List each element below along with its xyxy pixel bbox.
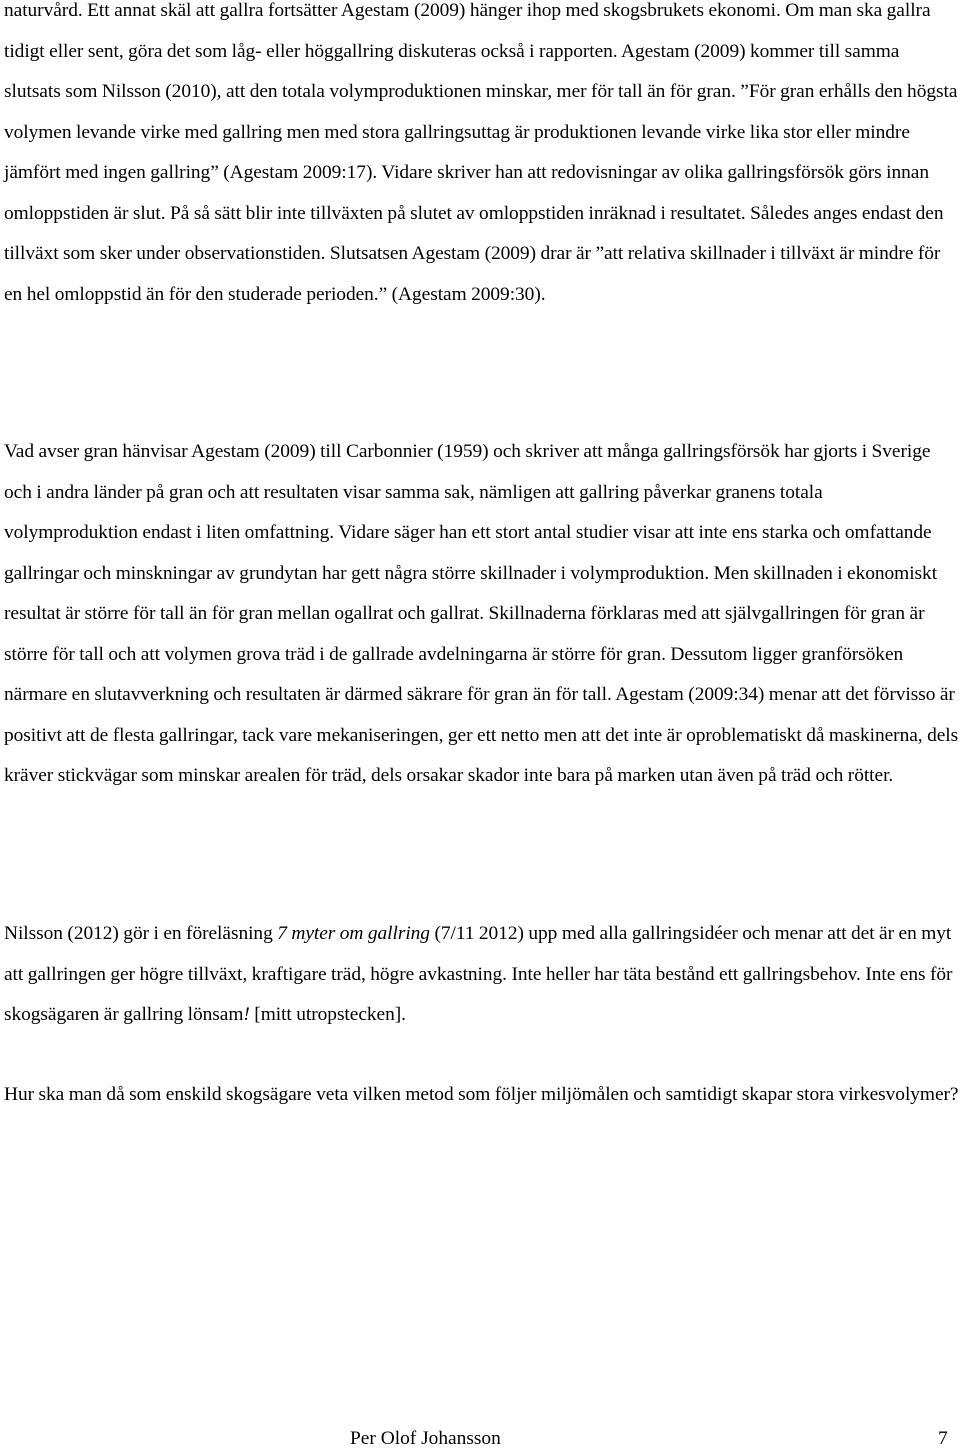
paragraph-thinning-myths [4,914,959,1036]
lecture-title: 7 myter om gallring [277,923,430,944]
paragraph-thinning-myths-intro: Nilsson (2012) gör i en föreläsning [4,923,278,944]
page-number: 7 [938,1428,948,1449]
paragraph-thinning-myths-body: (7/11 2012) upp med alla gallringsidéer och menar att det är en myt att gallringen ger högre tillväxt, kraftigare träd, högre avkastning. Inte heller har täta bestånd ett gallringsbehov. Inte ens för skogsägaren är gallring lönsam [4,923,953,1025]
footer-author: Per Olof Johansson [350,1428,501,1449]
paragraph-thinning-myths-note: [mitt utropstecken]. [249,1004,406,1025]
paragraph-thinning-economics: naturvård. Ett annat skäl att gallra fortsätter Agestam (2009) hänger ihop med skogsbrukets ekonomi. Om man ska gallra tidigt eller sent, göra det som låg- eller höggallring diskuteras också i rapporten. Agestam (2009) kommer till samma slutsats som Nilsson (2010), att den totala volymproduktionen minskar, mer för tall än för gran. ”För gran erhålls den högsta volymen levande virke med gallring men med stora gallringsuttag är produktionen levande virke lika stor eller mindre jämfört med ingen gallring” (Agestam 2009:17). Vidare skriver han att redovisningar av olika gallringsförsök görs innan omloppstiden är slut. På så sätt blir inte tillväxten på slutet av omloppstiden inräknad i resultatet. Således anges endast den tillväxt som sker under observationstiden. Slutsatsen Agestam (2009) drar är ”att relativa skillnader i tillväxt är mindre för en hel omloppstid än för den studerade perioden.” (Agestam 2009:30). [4,0,958,305]
exclamation-mark: ! [243,1004,250,1025]
paragraph-spruce-volume: Vad avser gran hänvisar Agestam (2009) till Carbonnier (1959) och skriver att många gallringsförsök har gjorts i Sverige och i andra länder på gran och att resultaten visar samma sak, nämligen att gallring påverkar granens totala volymproduktion endast i liten omfattning. Vidare säger han ett stort antal studier visar att inte ens starka och omfattande gallringar och minskningar av grundytan har gett några större skillnader i volymproduktion. Men skillnaden i ekonomiskt resultat är större för tall än för gran mellan ogallrat och gallrat. Skillnaderna förklaras med att självgallringen för gran är större för tall och att volymen grova träd i de gallrade avdelningarna är större för gran. Dessutom ligger granförsöken närmare en slutavverkning och resultaten är därmed säkrare för gran än för tall. Agestam (2009:34) menar att det förvisso är positivt att de flesta gallringar, tack vare mekaniseringen, ger ett netto men att det inte är oproblematiskt då maskinerna, dels kräver stickvägar som minskar arealen för träd, dels orsakar skador inte bara på marken utan även på träd och rötter. [4,441,959,786]
paragraph-question: Hur ska man då som enskild skogsägare veta vilken metod som följer miljömålen och samtidigt skapar stora virkesvolymer? [4,1084,959,1105]
